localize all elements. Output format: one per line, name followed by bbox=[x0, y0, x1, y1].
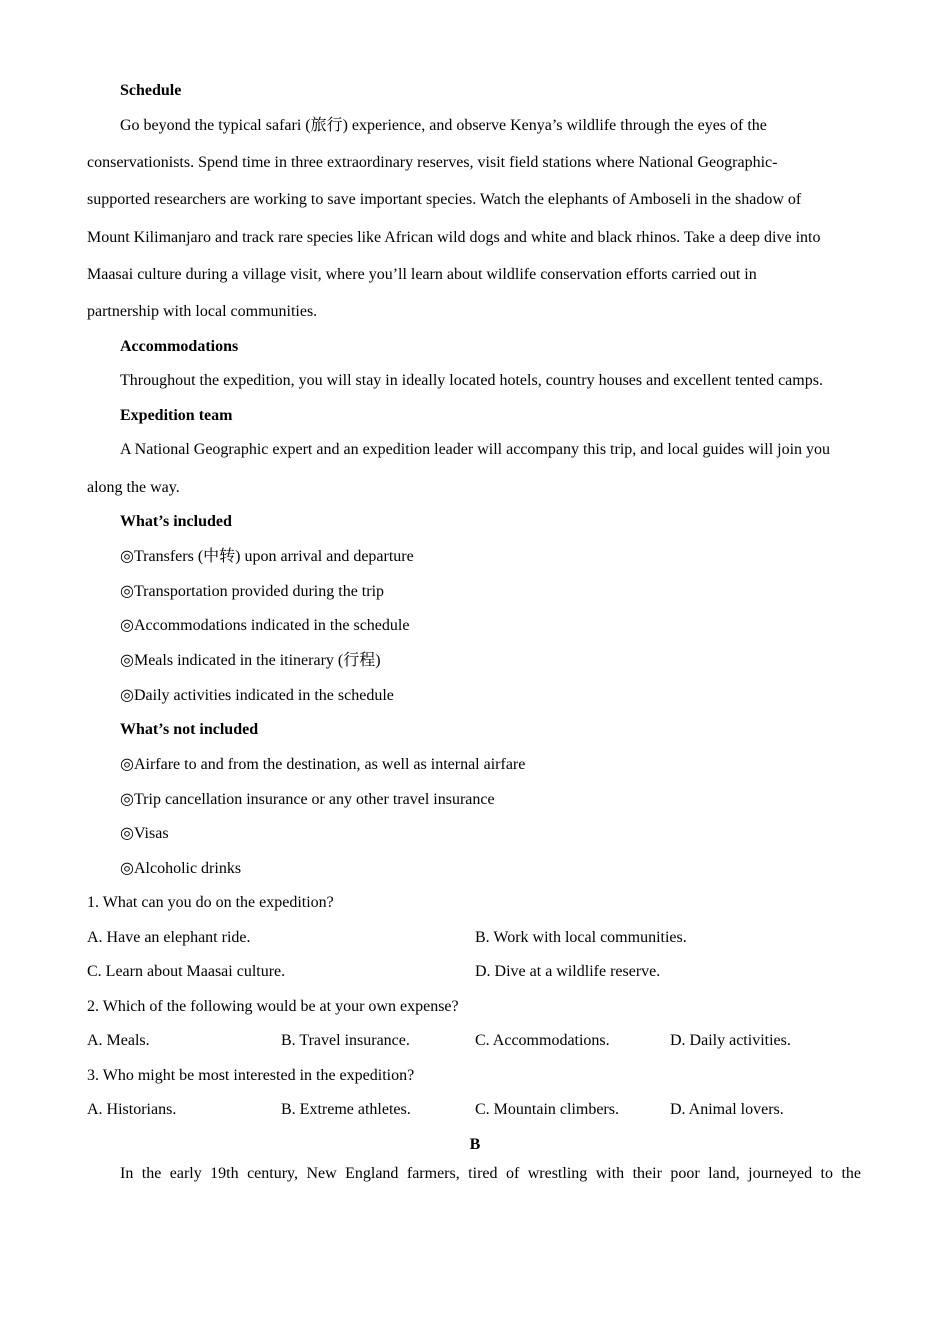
included-item: ◎Transfers (中转) upon arrival and departure bbox=[120, 548, 414, 565]
team-line: A National Geographic expert and an expedition leader will accompany this trip, and local guides will join you bbox=[120, 441, 831, 458]
schedule-line: Go beyond the typical safari (旅行) experience, and observe Kenya’s wildlife through the eyes of the bbox=[120, 117, 767, 134]
not-included-item: ◎Alcoholic drinks bbox=[120, 860, 242, 877]
question-option: A. Have an elephant ride. bbox=[87, 929, 251, 946]
question-option: B. Extreme athletes. bbox=[281, 1101, 411, 1118]
question-stem: 1. What can you do on the expedition? bbox=[87, 894, 334, 911]
question-option: C. Accommodations. bbox=[475, 1032, 610, 1049]
team-line: along the way. bbox=[87, 479, 180, 496]
schedule-line: conservationists. Spend time in three extraordinary reserves, visit field stations where National Geographic- bbox=[87, 154, 778, 171]
team-heading: Expedition team bbox=[120, 407, 233, 424]
included-item: ◎Accommodations indicated in the schedule bbox=[120, 617, 410, 634]
schedule-line: Maasai culture during a village visit, where you’ll learn about wildlife conservation efforts carried out in bbox=[87, 266, 757, 283]
question-option: B. Work with local communities. bbox=[475, 929, 687, 946]
question-option: D. Animal lovers. bbox=[670, 1101, 784, 1118]
included-item: ◎Daily activities indicated in the schedule bbox=[120, 687, 394, 704]
question-option: B. Travel insurance. bbox=[281, 1032, 410, 1049]
not-included-item: ◎Airfare to and from the destination, as well as internal airfare bbox=[120, 756, 526, 773]
not-included-heading: What’s not included bbox=[120, 721, 259, 738]
question-option: A. Historians. bbox=[87, 1101, 177, 1118]
section-b-heading: B bbox=[469, 1136, 481, 1153]
question-stem: 3. Who might be most interested in the expedition? bbox=[87, 1067, 415, 1084]
section-b-first-line: In the early 19th century, New England farmers, tired of wrestling with their poor land, journeyed to the bbox=[120, 1165, 861, 1182]
question-option: D. Daily activities. bbox=[670, 1032, 791, 1049]
included-heading: What’s included bbox=[120, 513, 232, 530]
not-included-item: ◎Visas bbox=[120, 825, 169, 842]
schedule-line: supported researchers are working to save important species. Watch the elephants of Amboseli in the shadow of bbox=[87, 191, 802, 208]
included-item: ◎Transportation provided during the trip bbox=[120, 583, 385, 600]
accommodations-heading: Accommodations bbox=[120, 338, 239, 355]
schedule-heading: Schedule bbox=[120, 82, 182, 99]
accommodations-text: Throughout the expedition, you will stay in ideally located hotels, country houses and excellent tented camps. bbox=[120, 372, 823, 389]
schedule-line: Mount Kilimanjaro and track rare species like African wild dogs and white and black rhinos. Take a deep dive into bbox=[87, 229, 821, 246]
included-item: ◎Meals indicated in the itinerary (行程) bbox=[120, 652, 381, 669]
not-included-item: ◎Trip cancellation insurance or any other travel insurance bbox=[120, 791, 495, 808]
question-stem: 2. Which of the following would be at your own expense? bbox=[87, 998, 459, 1015]
schedule-line: partnership with local communities. bbox=[87, 303, 318, 320]
question-option: C. Learn about Maasai culture. bbox=[87, 963, 286, 980]
question-option: A. Meals. bbox=[87, 1032, 150, 1049]
question-option: D. Dive at a wildlife reserve. bbox=[475, 963, 661, 980]
question-option: C. Mountain climbers. bbox=[475, 1101, 619, 1118]
